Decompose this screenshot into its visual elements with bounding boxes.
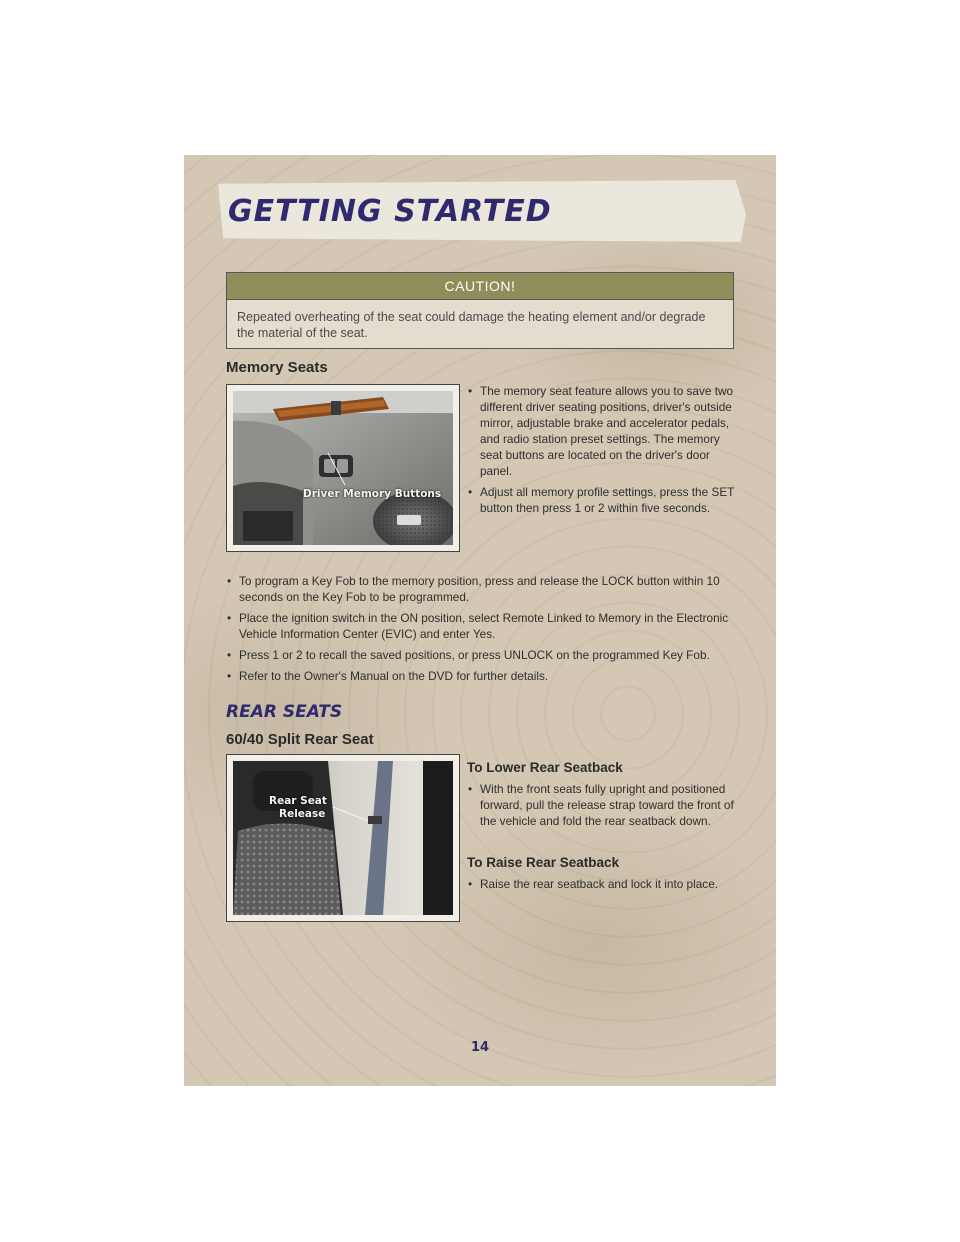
memory-seats-heading: Memory Seats	[226, 359, 328, 376]
memory-buttons-photo	[226, 384, 460, 552]
photo-label-rear-2: Release	[279, 808, 326, 820]
list-item: • Adjust all memory profile settings, press the SET button then press 1 or 2 within five seconds.	[467, 484, 735, 516]
caution-box	[226, 272, 734, 349]
raise-seatback-heading: To Raise Rear Seatback	[467, 855, 620, 870]
list-item: • To program a Key Fob to the memory position, press and release the LOCK button within 10 seconds on the Key Fob to be programmed.	[226, 573, 738, 605]
caution-heading: CAUTION!	[227, 273, 733, 300]
memory-full-list	[226, 573, 738, 689]
list-item: • Press 1 or 2 to recall the saved positions, or press UNLOCK on the programmed Key Fob.	[226, 647, 738, 663]
photo-label-rear-1: Rear Seat	[269, 795, 327, 807]
list-item: • The memory seat feature allows you to save two different driver seating positions, driver's outside mirror, adjustable brake and accelerator pedals, and radio station preset settings. The memory seat buttons are located on the driver's door panel.	[467, 383, 735, 479]
door-panel-image	[233, 391, 453, 545]
rear-seats-heading: REAR SEATS	[226, 702, 343, 722]
list-item: • With the front seats fully upright and positioned forward, pull the release strap toward the front of the vehicle and fold the rear seatback down.	[467, 781, 735, 829]
lower-seatback-heading: To Lower Rear Seatback	[467, 760, 623, 775]
section-title: GETTING STARTED	[228, 194, 552, 229]
list-item: • Raise the rear seatback and lock it into place.	[467, 876, 735, 892]
rear-seat-image	[233, 761, 453, 915]
list-item: • Refer to the Owner's Manual on the DVD for further details.	[226, 668, 738, 684]
memory-side-list	[467, 383, 735, 521]
list-item: • Place the ignition switch in the ON position, select Remote Linked to Memory in the Electronic Vehicle Information Center (EVIC) and enter Yes.	[226, 610, 738, 642]
photo-label-memory: Driver Memory Buttons	[303, 488, 442, 500]
page-number: 14	[470, 1040, 490, 1055]
raise-seatback-list	[467, 876, 735, 897]
split-rear-seat-heading: 60/40 Split Rear Seat	[226, 731, 374, 748]
caution-text: Repeated overheating of the seat could damage the heating element and/or degrade the material of the seat.	[237, 310, 706, 340]
lower-seatback-list	[467, 781, 735, 834]
rear-seat-photo	[226, 754, 460, 922]
